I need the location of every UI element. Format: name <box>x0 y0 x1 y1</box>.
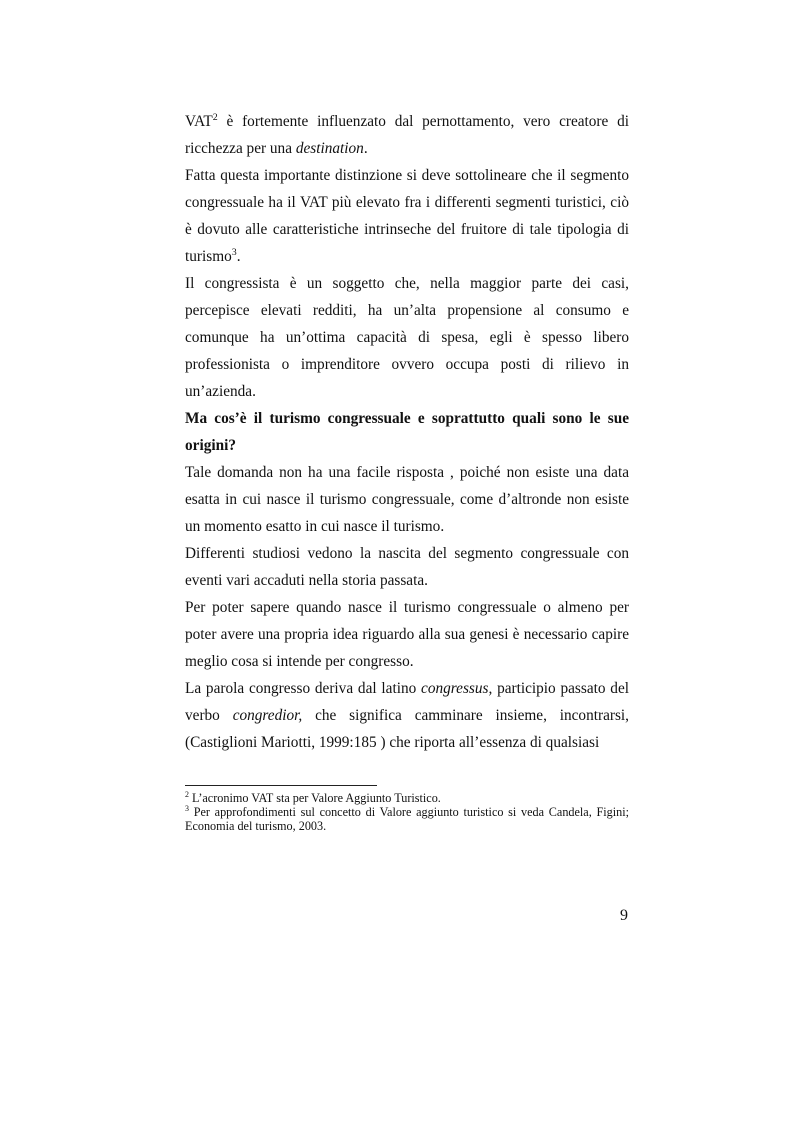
body-paragraph <box>185 594 629 675</box>
body-paragraph <box>185 108 629 162</box>
text-run: Ma cos’è il turismo congressuale e soprattutto quali sono le sue origini? <box>185 410 629 454</box>
text-run: Tale domanda non ha una facile risposta , poiché non esiste una data esatta in cui nasce il turismo congressuale, come d’altronde non esiste un momento esatto in cui nasce il turismo. <box>185 464 629 535</box>
text-run: è fortemente influenzato dal pernottamento, vero creatore di ricchezza per una <box>185 113 629 157</box>
text-run: . <box>236 248 241 265</box>
text-run: Per poter sapere quando nasce il turismo congressuale o almeno per poter avere una propria idea riguardo alla sua genesi è necessario capire meglio cosa si intende per congresso. <box>185 599 629 670</box>
body-paragraph <box>185 162 629 270</box>
text-run: La parola congresso deriva dal latino <box>185 680 422 697</box>
footnote-reference: 3 <box>231 246 237 258</box>
footnote-2-marker: 2 <box>185 789 189 799</box>
italic-term: congressus, <box>421 680 493 697</box>
footnote-3 <box>185 805 629 833</box>
body-paragraph <box>185 540 629 594</box>
text-run: VAT <box>185 113 213 130</box>
body-paragraph <box>185 270 629 405</box>
bold-question <box>185 405 629 459</box>
italic-term: destination <box>295 140 364 157</box>
main-text <box>185 108 629 756</box>
text-run: che significa camminare insieme, incontrarsi, (Castiglioni Mariotti, 1999:185 ) che riporta all’essenza di qualsiasi <box>185 707 629 751</box>
footnote-separator <box>185 785 377 786</box>
footnote-3-text: Per approfondimenti sul concetto di Valore aggiunto turistico si veda Candela, Figini; Economia del turismo, 2003. <box>185 805 629 833</box>
footnotes <box>185 791 629 833</box>
footnote-reference: 2 <box>212 111 218 123</box>
text-run: participio passato del verbo <box>185 680 629 724</box>
text-run: Differenti studiosi vedono la nascita del segmento congressuale con eventi vari accaduti nella storia passata. <box>185 545 629 589</box>
footnote-2 <box>185 791 629 805</box>
text-run: Fatta questa importante distinzione si deve sottolineare che il segmento congressuale ha il VAT più elevato fra i differenti segmenti turistici, ciò è dovuto alle caratteristiche intrinseche del fruitore di tale tipologia di turismo <box>185 167 629 265</box>
italic-term: congredior, <box>232 707 303 724</box>
text-run: . <box>363 140 368 157</box>
body-paragraph <box>185 675 629 756</box>
text-run: Il congressista è un soggetto che, nella maggior parte dei casi, percepisce elevati redditi, ha un’alta propensione al consumo e comunque ha un’ottima capacità di spesa, egli è spesso libero professionista o imprenditore ovvero occupa posti di rilievo in un’azienda. <box>185 275 629 400</box>
page-number: 9 <box>620 907 628 924</box>
body-paragraph <box>185 459 629 540</box>
footnote-2-text: L’acronimo VAT sta per Valore Aggiunto Turistico. <box>188 791 441 805</box>
footnote-3-marker: 3 <box>185 803 189 813</box>
